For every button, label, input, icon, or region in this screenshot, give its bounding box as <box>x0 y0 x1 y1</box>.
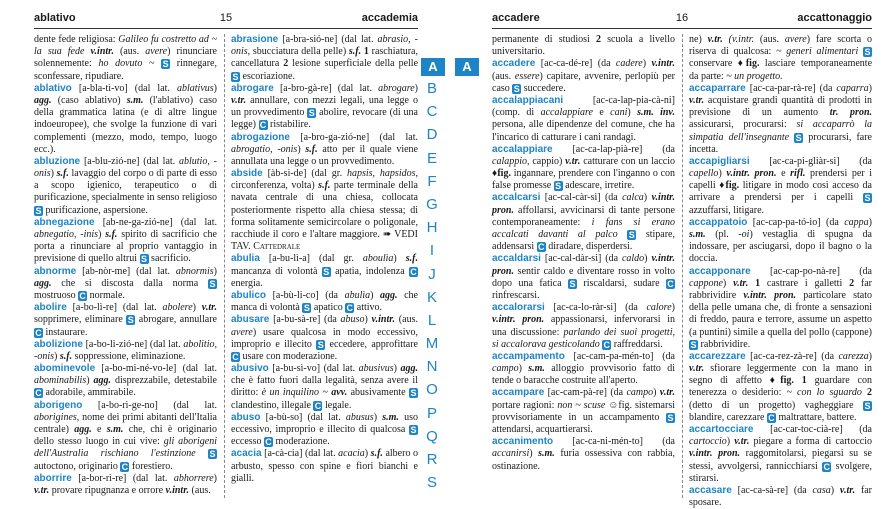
letter-d[interactable]: D <box>426 126 438 144</box>
entry-abnegazione: abnegazione [ab-ne-ga-zió-ne] (dal lat. abnegatio, -inis) s.f. spirito di sacrificio che porta a rinunciare al proprio vantaggio in previsione di quello altrui S sacrificio. <box>34 216 217 265</box>
entry-abusare: abusare [a-bu-sà-re] (da abuso) v.intr. (aus. avere) usare qualcosa in modo eccessivo, improprio e illecito S eccedere, approfittare C usare con moderazione. <box>231 314 418 362</box>
right-guide-word-end: accattonaggio <box>797 12 872 24</box>
letter-j[interactable]: J <box>428 265 436 283</box>
header-rule <box>492 28 872 29</box>
letter-k[interactable]: K <box>426 288 437 306</box>
entry-accaldarsi: accaldarsi [ac-cal-dàr-si] (da caldo) v.intr. pron. sentir caldo e diventare rosso in volto dopo una fatica S riscaldarsi, sudare C rinfrescarsi. <box>492 253 675 301</box>
entry-accadere: accadere [ac-ca-dé-re] (da cadere) v.intr. (aus. essere) capitare, avvenire, perlopiù per caso S succedere. <box>492 58 675 94</box>
letter-f[interactable]: F <box>427 172 437 190</box>
right-page <box>492 0 873 509</box>
entry-aborrire: aborrire [a-bor-rì-re] (dal lat. abhorrere) v.tr. provare ripugnanza e orrore v.intr. (aus. <box>34 472 217 496</box>
right-column-2 <box>689 34 873 509</box>
letter-q[interactable]: Q <box>426 427 438 445</box>
letter-tab-a-right[interactable]: A <box>455 58 479 76</box>
letter-o[interactable]: O <box>426 381 438 399</box>
entry-accampamento: accampamento [ac-cam-pa-mén-to] (da campo) s.m. alloggio provvisorio fatto di tende o baracche costruite all'aperto. <box>492 350 675 387</box>
entry-accampare: accampare [ac-cam-pà-re] (da campo) v.tr. portare ragioni: non ~ scuse ☺fig. sistemarsi provvisoriamente in un accampamento S attendarsi, acquartierarsi. <box>492 387 675 435</box>
letter-c[interactable]: C <box>426 103 438 121</box>
entry-accalappiare: accalappiare [ac-ca-lap-pià-re] (da calappio, cappio) v.tr. catturare con un laccio ♦fig. ingannare, prendere con l'inganno o con false promesse S adescare, irretire. <box>492 143 676 192</box>
entry-abulia: abulia [a-bu-lì-a] (dal gr. aboulìa) s.f. mancanza di volontà S apatia, indolenza C energia. <box>231 253 418 289</box>
entry-abominevole: abominevole [a-bo-mi-né-vo-le] (dal lat. abominabilis) agg. disprezzabile, detestabile C adorabile, ammirabile. <box>34 363 217 399</box>
letter-r[interactable]: R <box>426 451 438 468</box>
right-guide-word: accadere <box>492 12 540 24</box>
entry-accaparrare: accaparrare [ac-ca-par-rà-re] (da caparra) v.tr. acquistare grandi quantità di prodotti in previsione di un aumento tr. pron. assicurarsi, procurarsi: si accaparrò la simpatia dell'insegnante S procurarsi, fare incetta. <box>689 82 872 155</box>
entry-abolire: abolire [a-bo-lì-re] (dal lat. abolere) v.tr. sopprimere, eliminare S abrogare, annullare C instaurare. <box>34 302 217 338</box>
entry-accapigliarsi: accapigliarsi [ac-ca-pi-gliàr-si] (da capello) v.intr. pron. e rifl. prendersi per i capelli ♦fig. litigare in modo così acceso da arrivare a prendersi per i capelli S azzuffarsi, litigare. <box>689 155 872 216</box>
left-page <box>34 0 418 498</box>
entry-abside: abside [àb-si-de] (dal gr. hapsis, hapsidos, circonferenza, volta) s.f. parte terminale della navata centrale di una chiesa, collocata posteriormente rispetto alla chiesa stessa; di forma solitamente semicircolare o poligonale, racchiude il coro e l'altare maggiore. ➠ VEDI TAV. Cattedrale <box>231 168 418 253</box>
entry-accanimento: accanimento [ac-ca-ni-mén-to] (da accanirsi) s.m. furia ossessiva con rabbia, ostinazione. <box>492 436 675 472</box>
alphabet-index <box>420 0 488 498</box>
header-rule <box>34 28 418 29</box>
entry-accarezzare: accarezzare [ac-ca-rez-zà-re] (da carezza) v.tr. sfiorare leggermente con la mano in segno di affetto ♦fig. 1 guardare con tenerezza o desiderio: ~ con lo sguardo 2 (detto di un progetto) vagheggiare S blandire, carezzare C maltrattare, battere. <box>689 350 872 423</box>
entry-acacia: acacia [a-cà-cia] (dal lat. acacia) s.f. albero o arbusto, spesso con spine e fiori bianchi e gialli. <box>231 448 418 484</box>
letter-h[interactable]: H <box>426 219 438 237</box>
left-page-number: 15 <box>219 12 233 24</box>
entry-accappatoio: accappatoio [ac-cap-pa-tó-io] (da cappa) s.m. (pl. -oi) vestaglia di spugna da indossare, per asciugarsi, dopo il bagno o la doccia. <box>689 216 872 265</box>
entry-accapponare: accapponare [ac-cap-po-nà-re] (da cappone) v.tr. 1 castrare i galletti 2 far rabbrividire v.intr. pron. particolare stato della pelle umana che, di fronte a sensazioni di freddo, paura e terrore, assume un aspetto (a puntini) simile a quella del pollo (cappone) S rabbrividire. <box>689 265 873 350</box>
letter-s[interactable]: S <box>426 474 437 492</box>
left-column-1 <box>34 34 217 498</box>
entry-accalcarsi: accalcarsi [ac-cal-càr-si] (da calca) v.intr. pron. affollarsi, avvicinarsi di tante persone contemporaneamente: i fans si erano accalcati davanti al palco S stipare, addensarsi C diradare, disperdersi. <box>492 192 675 253</box>
entry-abuso: abuso [a-bù-so] (dal lat. abusus) s.m. uso eccessivo, improprio e illecito di qualcosa S eccesso C moderazione. <box>231 411 418 448</box>
entry-abusivo: abusivo [a-bu-sì-vo] (dal lat. abusivus) agg. che è fatto fuori dalla legalità, senza avere il diritto: è un inquilino ~ avv. abusivamente S clandestino, illegale C legale. <box>231 363 418 411</box>
entry-text: dente fede religiosa: Galileo fu costretto ad ~ la sua fede v.intr. (aus. avere) rinunciare solennemente: ho dovuto ~ S rinnegare, sconfessare, ripudiare. <box>34 34 217 82</box>
letter-tab-a-left[interactable]: A <box>421 58 445 76</box>
letter-n[interactable]: N <box>426 358 438 376</box>
letter-i[interactable]: I <box>429 242 435 260</box>
entry-ablativo: ablativo [a-bla-tì-vo] (dal lat. ablativus) agg. (caso ablativo) s.m. (l'ablativo) caso della grammatica latina (e di altre lingue indoeuropee), che svolge la funzione di vari complementi (mezzo, modo, tempo, luogo ecc.). <box>34 82 217 155</box>
entry-accartocciare: accartocciare [ac-car-toc-cià-re] (da cartoccio) v.tr. piegare a forma di cartoccio v.intr. pron. raggomitolarsi, piegarsi su se stessi, avvolgersi, rannicchiarsi C svolgere, stirarsi. <box>689 424 872 484</box>
letter-b[interactable]: B <box>426 80 437 97</box>
letter-l[interactable]: L <box>427 311 437 329</box>
entry-abnorme: abnorme [ab-nòr-me] (dal lat. abnormis) agg. che si discosta dalla norma S mostruoso C normale. <box>34 265 217 301</box>
column-divider <box>224 34 225 498</box>
entry-aborigeno: aborigeno [a-bo-rì-ge-no] (dal lat. aborigines, nome dei primi abitanti dell'Italia centrale) agg. e s.m. che, chi è originario dello stesso luogo in cui vive: gli aborigeni dell'Australia rischiano l'estinzione S autoctono, originario C forestiero. <box>34 399 218 472</box>
entry-text: permanente di studiosi 2 scuola a livello universitario. <box>492 34 675 58</box>
left-guide-word-end: accademia <box>361 12 418 24</box>
entry-abolizione: abolizione [a-bo-li-zió-ne] (dal lat. abolitio, -onis) s.f. soppressione, eliminazione. <box>34 338 217 362</box>
left-guide-word: ablativo <box>34 12 76 24</box>
entry-abluzione: abluzione [a-blu-zió-ne] (dal lat. ablutio, -onis) s.f. lavaggio del corpo o di parte di esso a scopo igienico, terapeutico o di purificazione, specialmente in senso religioso S purificazione, aspersione. <box>34 155 217 216</box>
letter-p[interactable]: P <box>426 404 437 422</box>
entry-accalorarsi: accalorarsi [ac-ca-lo-ràr-si] (da calore) v.intr. pron. appassionarsi, infervorarsi in una discussione: parlando dei suoi progetti, si accalorava gesticolando C raffreddarsi. <box>492 302 675 350</box>
letter-e[interactable]: E <box>426 149 437 167</box>
letter-m[interactable]: M <box>425 335 439 353</box>
column-divider <box>682 34 683 498</box>
right-page-number: 16 <box>675 12 689 24</box>
right-column-1 <box>492 34 675 498</box>
entry-accasare: accasare [ac-ca-sà-re] (da casa) v.tr. far sposare. <box>689 484 872 509</box>
entry-abrogazione: abrogazione [a-bro-ga-zió-ne] (dal lat. abrogatio, -onis) s.f. atto per il quale viene annullata una legge o un provvedimento. <box>231 131 418 167</box>
entry-accalappiacani: accalappiacani [ac-ca-lap-pia-cà-ni] (comp. di accalappiare e cani) s.m. inv. persona, alle dipendenze del comune, che ha l'incarico di catturare i cani randagi. <box>492 94 676 143</box>
left-column-2 <box>231 34 418 498</box>
letter-g[interactable]: G <box>426 195 438 213</box>
entry-abrasione: abrasione [a-bra-sió-ne] (dal lat. abrasio, -onis, sbucciatura della pelle) s.f. 1 raschiatura, cancellatura 2 lesione superficiale della pelle S escoriazione. <box>231 34 419 82</box>
alphabet-letter-list <box>422 77 442 494</box>
entry-text: ne) v.tr. (v.intr. (aus. avere) fare scorta o riserva di qualcosa: ~ generi alimentari S conservare ♦fig. lasciare temporaneamente da parte: ~ un progetto. <box>689 34 873 82</box>
entry-abulico: abulico [a-bù-li-co] (da abulìa) agg. che manca di volontà S apatico C attivo. <box>231 289 418 314</box>
entry-abrogare: abrogare [a-bro-gà-re] (dal lat. abrogare) v.tr. annullare, con mezzi legali, una legge o un provvedimento S abolire, revocare (di una legge) C ristabilire. <box>231 82 419 131</box>
